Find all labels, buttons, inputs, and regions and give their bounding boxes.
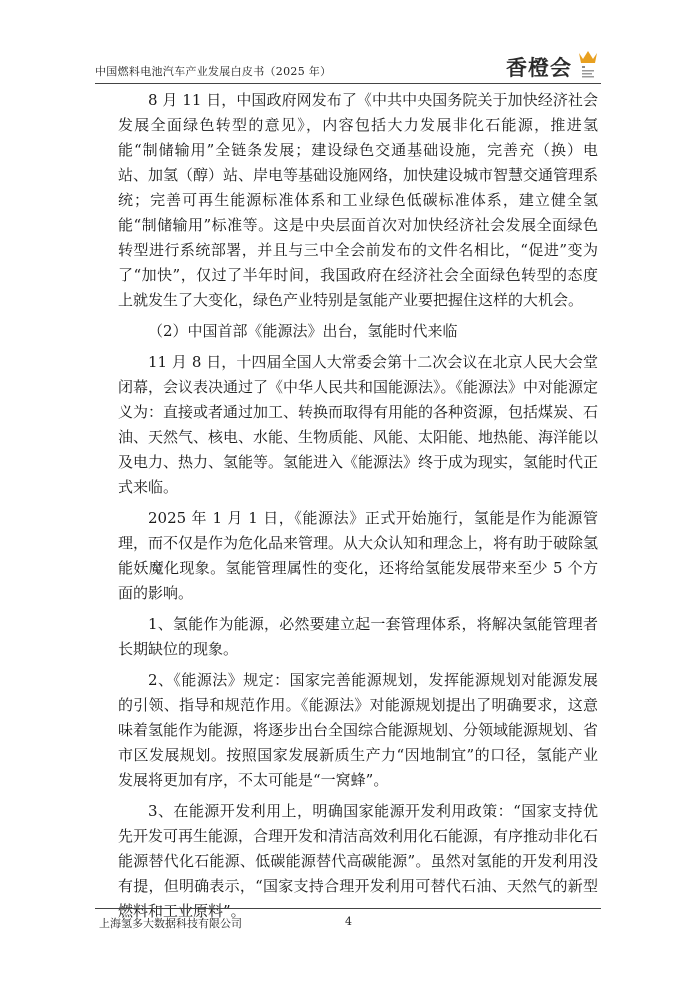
footer-company: 上海氢多大数据科技有限公司 xyxy=(99,917,242,930)
footer-divider xyxy=(95,908,601,909)
paragraph-energy-law: 11 月 8 日，十四届全国人大常委会第十二次会议在北京人民大会堂闭幕，会议表决通过了《中华人民共和国能源法》。《能源法》中对能源定义为：直接或者通过加工、转换而取得有用能的各种资源，包括煤炭、石油、天然气、核电、水能、生物质能、风能、太阳能、地热能、海洋能以及电力、热力、氢能等。氢能进入《能源法》终于成为现实，氢能时代正式来临。 xyxy=(118,353,599,496)
paragraph-green-transition: 8 月 11 日，中国政府网发布了《中共中央国务院关于加快经济社会发展全面绿色转型的意见》，内容包括大力发展非化石能源，推进氢能“制储输用”全链条发展；建设绿色交通基础设施，完善充（换）电站、加氢（醇）站、岸电等基础设施网络，加快建设城市智慧交通管理系统；完善可再生能源标准体系和工业绿色低碳标准体系，建立健全氢能“制储输用”标准等。这是中央层面首次对加快经济社会发展全面绿色转型进行系统部署，并且与三中全会前发布的文件名相比，“促进”变为了“加快”，仅过了半年时间，我国政府在经济社会全面绿色转型的态度上就发生了大变化，绿色产业特别是氢能产业要把握住这样的大机会。 xyxy=(118,91,599,309)
orange-crown-icon xyxy=(575,49,601,79)
document-title: 中国燃料电池汽车产业发展白皮书（2025 年） xyxy=(95,65,332,78)
page-number: 4 xyxy=(345,915,352,928)
brand-logo xyxy=(506,49,601,79)
document-body xyxy=(118,88,598,930)
page-header xyxy=(95,40,601,83)
paragraph-implementation: 2025 年 1 月 1 日，《能源法》正式开始施行，氢能是作为能源管理，而不仅是作为危化品来管理。从大众认知和理念上，将有助于破除氢能妖魔化现象。氢能管理属性的变化，还将给氢能发展带来至少 5 个方面的影响。 xyxy=(118,509,599,602)
list-item-2: 2、《能源法》规定：国家完善能源规划，发挥能源规划对能源发展的引领、指导和规范作用。《能源法》对能源规划提出了明确要求，这意味着氢能作为能源，将逐步出台全国综合能源规划、分领域能源规划、省市区发展规划。按照国家发展新质生产力“因地制宜”的口径，氢能产业发展将更加有序，不太可能是“一窝蜂”。 xyxy=(118,671,599,789)
logo-text: 香橙会 xyxy=(506,56,572,80)
list-item-1: 1、氢能作为能源，必然要建立起一套管理体系，将解决氢能管理者长期缺位的现象。 xyxy=(118,615,598,658)
header-divider xyxy=(95,83,601,84)
section-heading: （2）中国首部《能源法》出台，氢能时代来临 xyxy=(148,322,458,340)
list-item-3: 3、在能源开发利用上，明确国家能源开发利用政策：“国家支持优先开发可再生能源，合理开发和清洁高效利用化石能源，有序推动非化石能源替代化石能源、低碳能源替代高碳能源”。虽然对氢能的开发利用没有提，但明确表示，“国家支持合理开发利用可替代石油、天然气的新型燃料和工业原料”。 xyxy=(118,802,599,920)
